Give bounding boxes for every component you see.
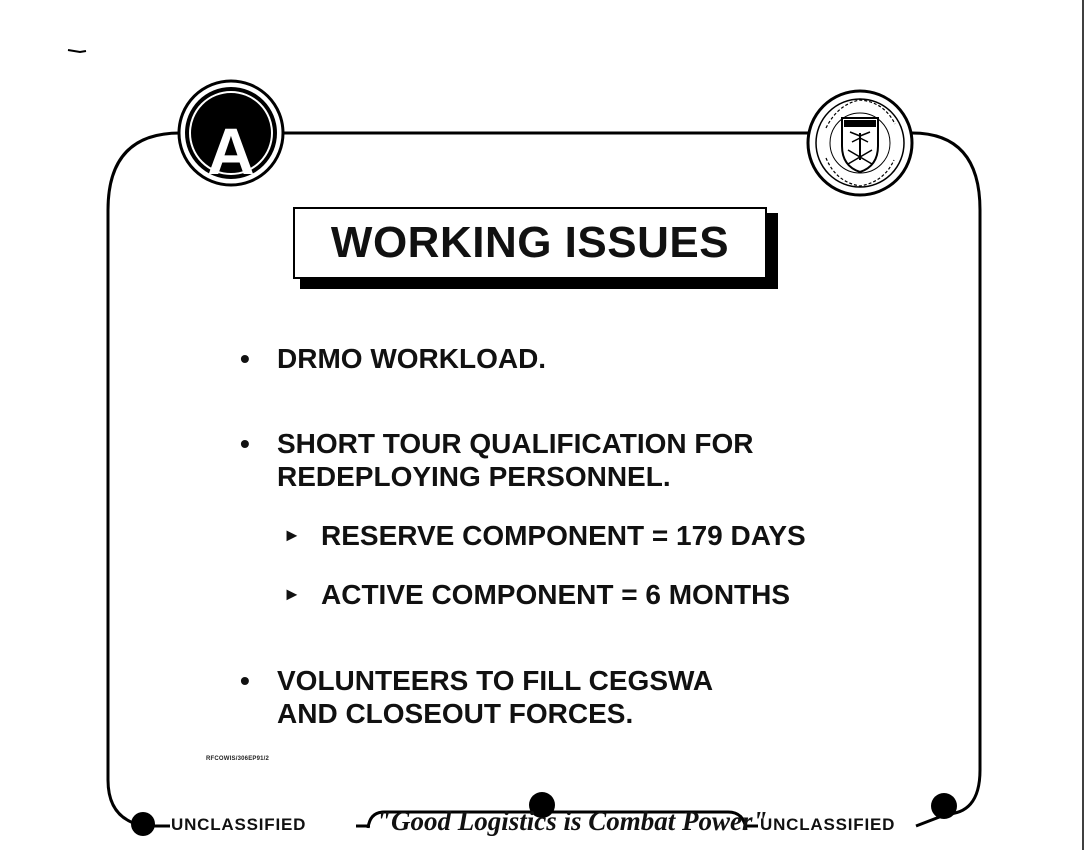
- triangle-right-icon: ►: [283, 525, 301, 545]
- bullet-line: SHORT TOUR QUALIFICATION FOR: [277, 428, 754, 459]
- bullet-line: VOLUNTEERS TO FILL CEGSWA: [277, 665, 714, 696]
- bullet-item: [240, 664, 714, 730]
- corner-dot-left: [131, 812, 155, 836]
- sub-bullet-text: RESERVE COMPONENT = 179 DAYS: [321, 520, 806, 551]
- bullet-item: [240, 342, 547, 375]
- classification-right: UNCLASSIFIED: [760, 815, 896, 834]
- corner-dot-right: [931, 793, 957, 819]
- sub-bullet-item: [283, 578, 791, 611]
- frame-right-side: [912, 133, 980, 814]
- bullet-item: [240, 427, 754, 493]
- bullet-icon: •: [240, 428, 250, 459]
- document-code: RFCOWIS/306EP91/2: [206, 756, 270, 762]
- scan-mark: [68, 50, 86, 52]
- bullet-line: DRMO WORKLOAD.: [277, 343, 547, 374]
- title-box: [293, 207, 767, 279]
- seal-icon: [808, 91, 912, 195]
- sub-bullet-item: [283, 519, 806, 552]
- classification-left: UNCLASSIFIED: [171, 815, 307, 834]
- bullet-icon: •: [240, 343, 250, 374]
- motto: "Good Logistics is Combat Power": [376, 806, 768, 836]
- bullet-line: AND CLOSEOUT FORCES.: [277, 698, 634, 729]
- frame-left-side: [108, 133, 180, 826]
- triangle-right-icon: ►: [283, 584, 301, 604]
- bullet-line: REDEPLOYING PERSONNEL.: [277, 461, 671, 492]
- page-title: WORKING ISSUES: [330, 218, 730, 267]
- sub-bullet-text: ACTIVE COMPONENT = 6 MONTHS: [321, 579, 791, 610]
- bullet-icon: •: [240, 665, 250, 696]
- emblem-letter: A: [207, 114, 255, 188]
